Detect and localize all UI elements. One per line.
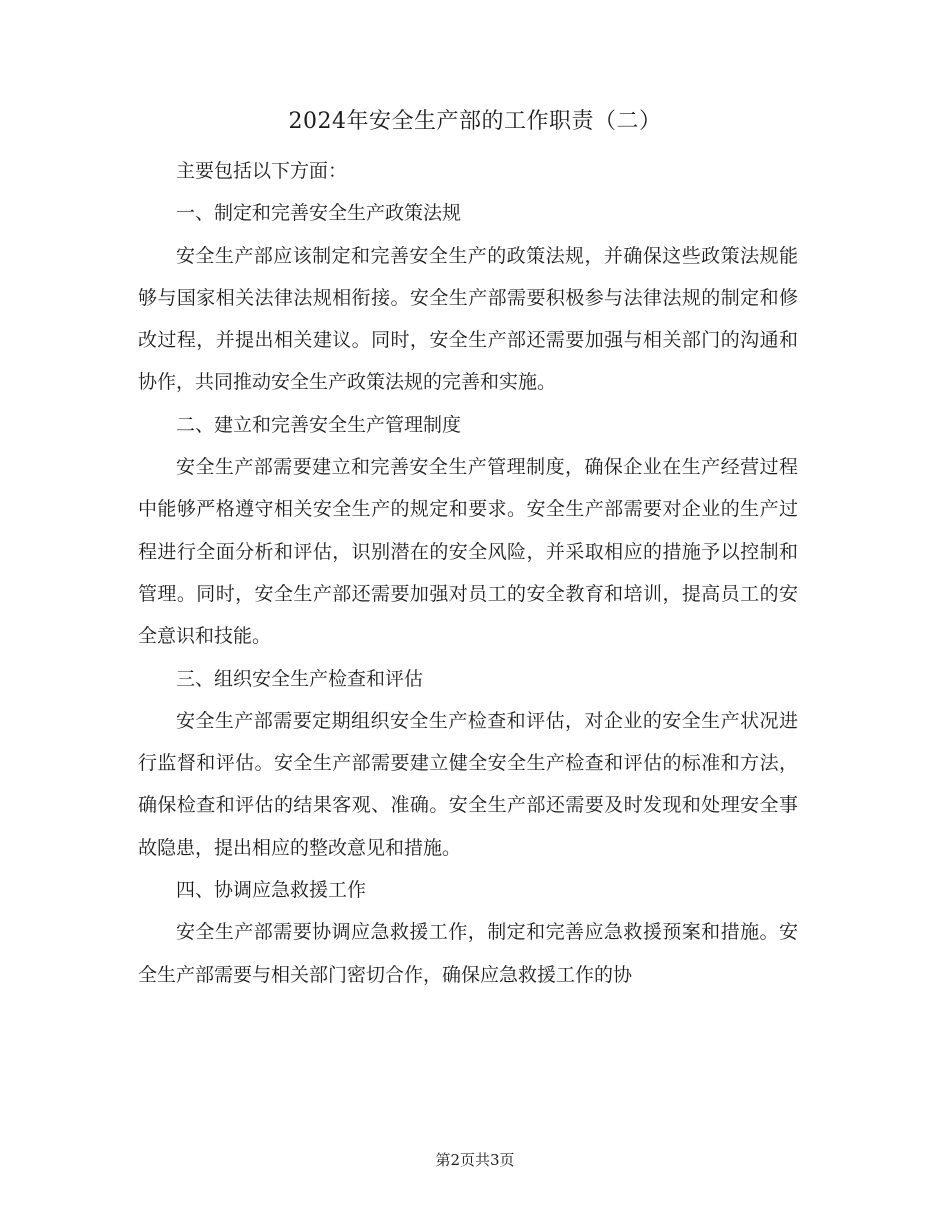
page-number-footer: 第2页共3页	[435, 1151, 515, 1169]
section-heading-4: 四、协调应急救援工作	[176, 879, 367, 902]
section-paragraph-1: 安全生产部应该制定和完善安全生产的政策法规，并确保这些政策法规能够与国家相关法律法规相衔接。安全生产部需要积极参与法律法规的制定和修改过程，并提出相关建议。同时，安全生产部还需要加强与相关部门的沟通和协作，共同推动安全生产政策法规的完善和实施。	[138, 244, 798, 394]
section-heading-1: 一、制定和完善安全生产政策法规	[176, 202, 462, 225]
document-title: 2024年安全生产部的工作职责（二）	[288, 109, 662, 134]
document-body	[138, 150, 798, 996]
section-paragraph-2: 安全生产部需要建立和完善安全生产管理制度，确保企业在生产经营过程中能够严格遵守相关安全生产的规定和要求。安全生产部需要对企业的生产过程进行全面分析和评估，识别潜在的安全风险，并采取相应的措施予以控制和管理。同时，安全生产部还需要加强对员工的安全教育和培训，提高员工的安全意识和技能。	[138, 456, 798, 648]
section-paragraph-3: 安全生产部需要定期组织安全生产检查和评估，对企业的安全生产状况进行监督和评估。安全生产部需要建立健全安全生产检查和评估的标准和方法，确保检查和评估的结果客观、准确。安全生产部还需要及时发现和处理安全事故隐患，提出相应的整改意见和措施。	[138, 709, 798, 859]
intro-paragraph: 主要包括以下方面：	[176, 160, 348, 182]
section-heading-3: 三、组织安全生产检查和评估	[176, 667, 424, 690]
section-paragraph-4: 安全生产部需要协调应急救援工作，制定和完善应急救援预案和措施。安全生产部需要与相关部门密切合作，确保应急救援工作的协	[138, 921, 798, 986]
section-heading-2: 二、建立和完善安全生产管理制度	[176, 413, 462, 436]
